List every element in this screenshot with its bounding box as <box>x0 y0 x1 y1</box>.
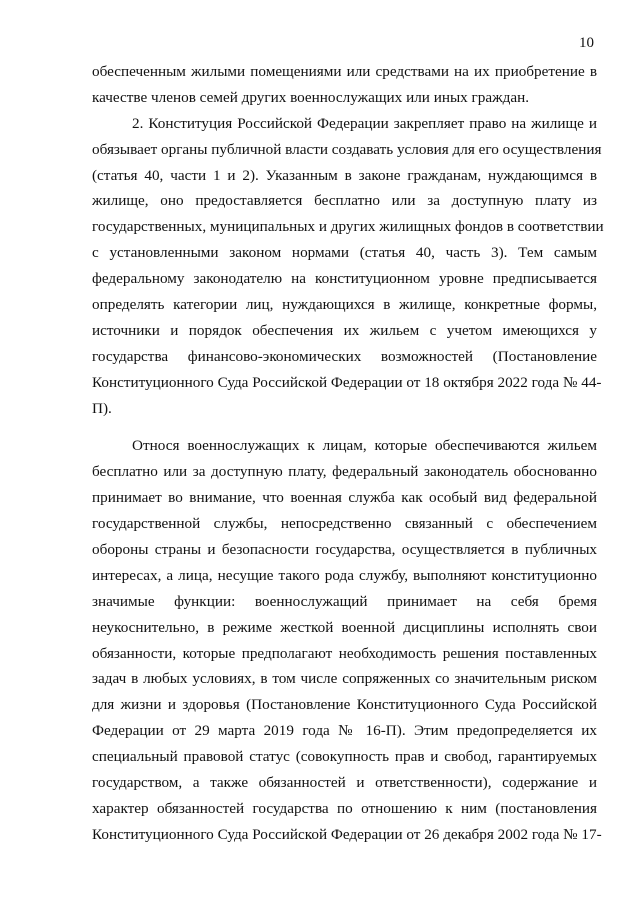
text-line: Конституционного Суда Российской Федерации от 26 декабря 2002 года № 17- <box>92 825 602 843</box>
text-line: Конституционного Суда Российской Федерации от 18 октября 2022 года № 44- <box>92 373 602 391</box>
text-line: неукоснительно, в режиме жесткой военной дисциплины исполнять свои <box>92 618 597 636</box>
text-line: обеспеченным жилыми помещениями или средствами на их приобретение в <box>92 63 597 80</box>
paragraph <box>92 433 602 847</box>
text-line: (статья 40, части 1 и 2). Указанным в законе гражданам, нуждающимся в <box>92 166 597 184</box>
text-line: принимает во внимание, что военная служба как особый вид федеральной <box>92 489 597 507</box>
text-line: государственной службы, непосредственно связанный с обеспечением <box>92 515 597 533</box>
text-line: федеральному законодателю на конституционном уровне предписывается <box>92 270 597 288</box>
text-line: характер обязанностей государства по отношению к ним (постановления <box>92 799 597 817</box>
text-line: государства финансово-экономических возможностей (Постановление <box>92 347 597 365</box>
text-line: П). <box>92 399 112 417</box>
paragraph <box>92 59 597 111</box>
text-line: обязанности, которые предполагают необходимость решения поставленных <box>92 644 597 662</box>
text-line: Относя военнослужащих к лицам, которые обеспечиваются жильем <box>132 437 597 455</box>
text-line: бесплатно или за доступную плату, федеральный законодатель обоснованно <box>92 463 597 481</box>
text-line: государством, а также обязанностей и ответственности), содержание и <box>92 774 597 792</box>
text-line: государственных, муниципальных и других жилищных фондов в соответствии <box>92 218 604 236</box>
text-line: значимые функции: военнослужащий принимает на себя бремя <box>92 592 597 610</box>
text-line: качестве членов семей других военнослужащих или иных граждан. <box>92 88 529 106</box>
document-body <box>92 59 604 848</box>
text-line: жилище, оно предоставляется бесплатно или за доступную плату из <box>92 192 597 210</box>
text-line: обороны страны и безопасности государства, осуществляется в публичных <box>92 541 597 559</box>
page-number: 10 <box>579 35 594 51</box>
text-line: Федерации от 29 марта 2019 года № 16-П). Этим предопределяется их <box>92 722 597 740</box>
text-line: источники и порядок обеспечения их жильем с учетом имеющихся у <box>92 321 597 339</box>
text-line: с установленными законом нормами (статья 40, часть 3). Тем самым <box>92 244 597 262</box>
text-line: обязывает органы публичной власти создавать условия для его осуществления <box>92 140 602 158</box>
paragraph <box>92 111 604 422</box>
text-line: 2. Конституция Российской Федерации закрепляет право на жилище и <box>132 114 597 132</box>
text-line: задач в любых условиях, в том числе сопряженных со значительным риском <box>92 670 597 688</box>
text-line: для жизни и здоровья (Постановление Конституционного Суда Российской <box>92 696 597 714</box>
text-line: определять категории лиц, нуждающихся в жилище, конкретные формы, <box>92 296 597 314</box>
text-line: специальный правовой статус (совокупность прав и свобод, гарантируемых <box>92 748 597 766</box>
text-line: интересах, а лица, несущие такого рода службу, выполняют конституционно <box>92 566 597 584</box>
